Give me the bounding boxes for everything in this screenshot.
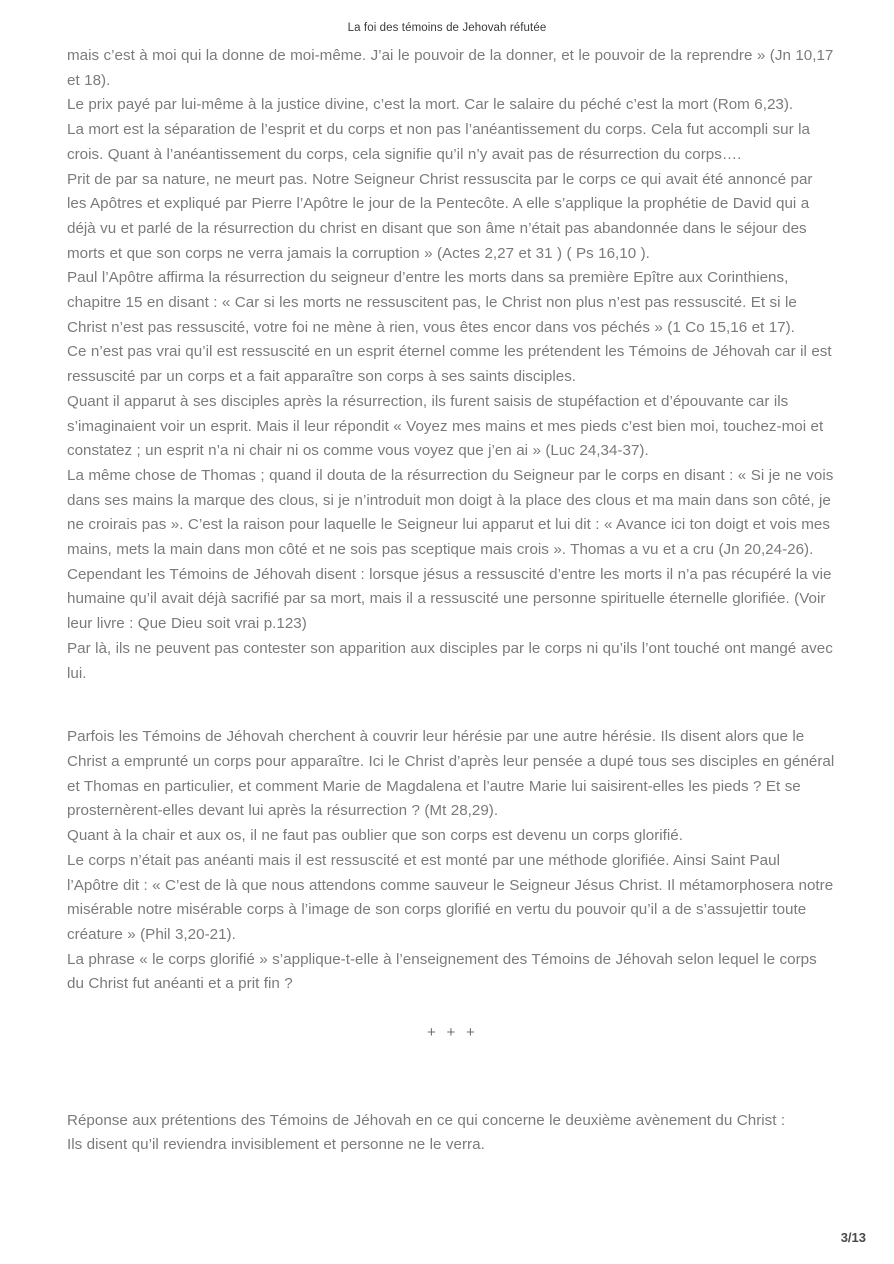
body-paragraph: Le corps n’était pas anéanti mais il est ressuscité et est monté par une méthode glorifiée. Ainsi Saint Paul l’Apôtre dit : « C’est de là que nous attendons comme sauveur le Seigneur Jésus Christ. Il métamorphosera notre misérable notre misérable corps à l’image de son corps glorifié en vertu du pouvoir qu’il a de s’assujettir toute créature » (Phil 3,20-21). (67, 851, 834, 943)
separator-bottom-spacer (67, 1046, 835, 1085)
page-header-title: La foi des témoins de Jehovah réfutée (347, 22, 547, 34)
body-paragraph: Par là, ils ne peuvent pas contester son apparition aux disciples par le corps ni qu’ils l’ont touché ont mangé avec lui. (67, 639, 833, 682)
separator-top-spacer (67, 997, 835, 1021)
body-paragraph: Quant il apparut à ses disciples après la résurrection, ils furent saisis de stupéfaction et d’épouvante car ils s’imaginaient voir un esprit. Mais il leur répondit « Voyez mes mains et mes pieds c’est bien moi, touchez-moi et constatez ; un esprit n’a ni chair ni os comme vous voyez que j’en ai » (Luc 24,34-37). (67, 392, 824, 460)
body-paragraph: Quant à la chair et aux os, il ne faut pas oublier que son corps est devenu un corps glorifié. (67, 827, 683, 845)
section-separator: + + + (426, 1024, 479, 1042)
document-body (67, 44, 835, 1158)
body-paragraph: Paul l’Apôtre affirma la résurrection du seigneur d’entre les morts dans sa première Epître aux Corinthiens, chapitre 15 en disant : « Car si les morts ne ressuscitent pas, le Christ non plus n’est pas ressuscité. Et si le Christ n’est pas ressuscité, votre foi ne mène à rien, vous êtes encor dans vos péchés » (1 Co 15,16 et 17). (67, 269, 797, 336)
body-paragraph: Le prix payé par lui-même à la justice divine, c’est la mort. Car le salaire du péché c’est la mort (Rom 6,23). (67, 96, 794, 114)
body-paragraph: Réponse aux prétentions des Témoins de Jéhovah en ce qui concerne le deuxième avènement du Christ : (67, 1111, 786, 1129)
separator-bottom-spacer-extra (67, 1085, 835, 1109)
body-paragraph: Ce n’est pas vrai qu’il est ressuscité en un esprit éternel comme les prétendent les Témoins de Jéhovah car il est ressuscité par un corps et a fait apparaître son corps à ses saints disciples. (67, 343, 832, 386)
page-number: 3/13 (840, 1230, 866, 1245)
paragraph-block-spacer (67, 686, 835, 725)
body-paragraph: La phrase « le corps glorifié » s’applique-t-elle à l’enseignement des Témoins de Jéhovah selon lequel le corps du Christ fut anéanti et a prit fin ? (67, 950, 817, 993)
body-paragraph: Ils disent qu’il reviendra invisiblement et personne ne le verra. (67, 1136, 485, 1154)
body-paragraph: Prit de par sa nature, ne meurt pas. Notre Seigneur Christ ressuscita par le corps ce qui avait été annoncé par les Apôtres et expliqué par Pierre l’Apôtre le jour de la Pentecôte. A elle s’applique la prophétie de David qui a déjà vu et parlé de la résurrection du christ en disant que son âme n’était pas abandonnée dans le séjour des morts et que son corps ne verra jamais la corruption » (Actes 2,27 et 31 ) ( Ps 16,10 ). (67, 170, 813, 262)
body-paragraph: La même chose de Thomas ; quand il douta de la résurrection du Seigneur par le corps en disant : « Si je ne vois dans ses mains la marque des clous, si je n’introduit mon doigt à la place des clous et ma main dans son côté, je ne croirais pas ». C’est la raison pour laquelle le Seigneur lui apparut et lui dit : « Avance ici ton doigt et vois mes mains, mets la main dans mon côté et ne sois pas sceptique mais crois ». Thomas a vu et a cru (Jn 20,24-26). (67, 466, 834, 559)
body-paragraph: mais c’est à moi qui la donne de moi-même. J’ai le pouvoir de la donner, et le pouvoir de la reprendre » (Jn 10,17 et 18). (67, 47, 834, 89)
body-paragraph: Parfois les Témoins de Jéhovah cherchent à couvrir leur hérésie par une autre hérésie. Ils disent alors que le Christ a emprunté un corps pour apparaître. Ici le Christ d’après leur pensée a dupé tous ses disciples en général et Thomas en particulier, et comment Marie de Magdalena et l’autre Marie lui saisirent-elles les pieds ? Et se prosternèrent-elles devant lui après la résurrection ? (Mt 28,29). (67, 728, 835, 820)
body-paragraph: Cependant les Témoins de Jéhovah disent : lorsque jésus a ressuscité d’entre les morts il n’a pas récupéré la vie humaine qu’il avait déjà sacrifié par sa mort, mais il a ressuscité une personne spirituelle éternelle glorifiée. (Voir leur livre : Que Dieu soit vrai p.123) (67, 565, 832, 633)
body-paragraph: La mort est la séparation de l’esprit et du corps et non pas l’anéantissement du corps. Cela fut accompli sur la crois. Quant à l’anéantissement du corps, cela signifie qu’il n’y avait pas de résurrection du corps…. (67, 121, 810, 163)
